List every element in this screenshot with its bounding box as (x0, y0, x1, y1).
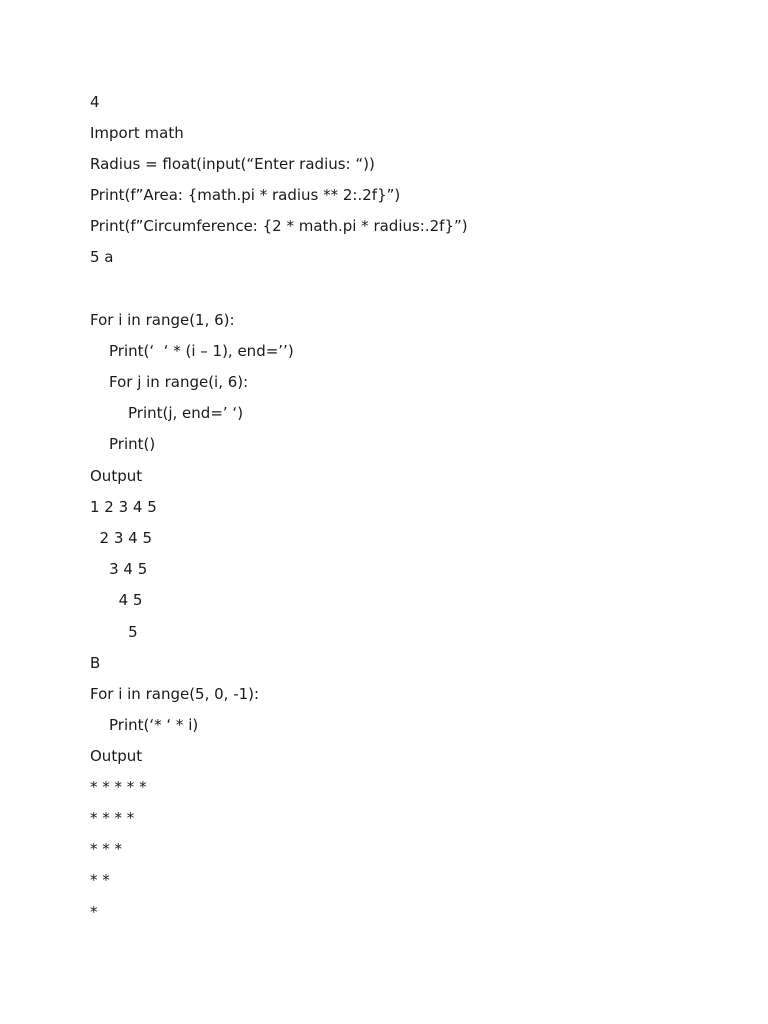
output-line: * * * * * (90, 778, 147, 796)
output-line: * * (90, 871, 110, 889)
code-line-print-j: Print(j, end=’ ‘) (128, 404, 244, 422)
section-number-4: 4 (90, 93, 100, 111)
output-line: 4 5 (90, 591, 143, 609)
code-line-print-stars: Print(‘* ‘ * i) (109, 716, 199, 734)
section-label-5a: 5 a (90, 248, 114, 266)
output-line: 1 2 3 4 5 (90, 498, 157, 516)
code-line-print-newline: Print() (109, 435, 156, 453)
code-line-radius: Radius = float(input(“Enter radius: “)) (90, 155, 375, 173)
code-line-reverse-loop: For i in range(5, 0, -1): (90, 685, 260, 703)
output-line: 2 3 4 5 (90, 529, 153, 547)
output-heading: Output (90, 467, 143, 485)
code-line-print-circumference: Print(f”Circumference: {2 * math.pi * radius:.2f}”) (90, 217, 468, 235)
code-line-inner-loop: For j in range(i, 6): (109, 373, 249, 391)
output-line: * (90, 903, 98, 921)
output-line: * * * (90, 840, 123, 858)
output-line: * * * * (90, 809, 135, 827)
output-heading: Output (90, 747, 143, 765)
code-line-import: Import math (90, 124, 184, 142)
code-line-outer-loop: For i in range(1, 6): (90, 311, 235, 329)
section-label-b: B (90, 654, 101, 672)
output-line: 3 4 5 (90, 560, 148, 578)
code-line-print-spaces: Print(‘ ‘ * (i – 1), end=’’) (109, 342, 294, 360)
output-line: 5 (90, 623, 138, 641)
code-line-print-area: Print(f”Area: {math.pi * radius ** 2:.2f}”) (90, 186, 401, 204)
